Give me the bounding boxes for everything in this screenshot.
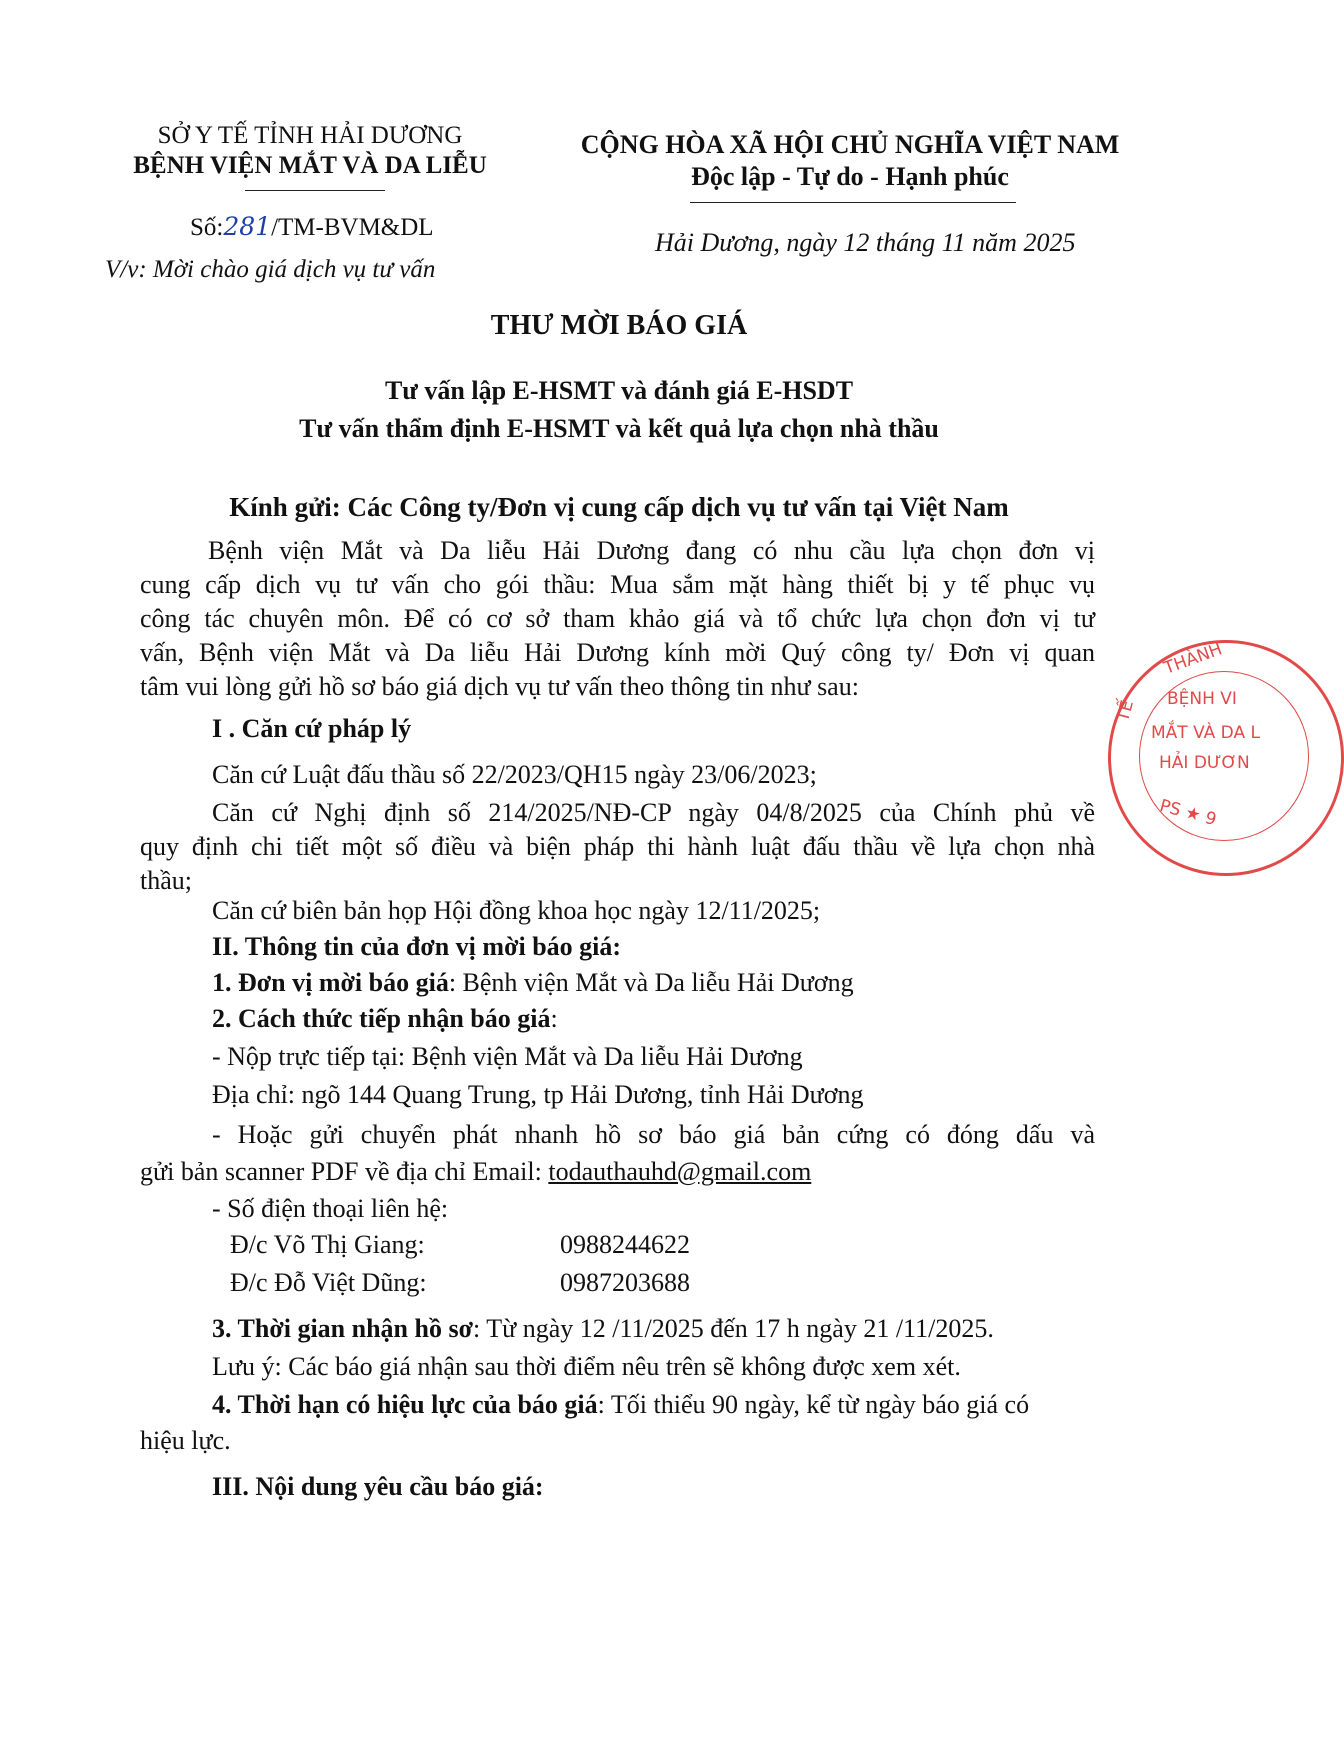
intro-line: công tác chuyên môn. Để có cơ sở tham khảo giá và tổ chức lựa chọn đơn vị tư xyxy=(140,604,1095,633)
item-3-label: 3. Thời gian nhận hồ sơ xyxy=(212,1314,473,1343)
item-2-colon: : xyxy=(550,1004,558,1033)
decree-reference: quy định chi tiết một số điều và biện pháp thi hành luật đấu thầu về lựa chọn nhà xyxy=(140,832,1095,861)
hospital-name: BỆNH VIỆN MẮT VÀ DA LIỄU xyxy=(133,152,487,179)
intro-line: cung cấp dịch vụ tư vấn cho gói thầu: Mua sắm mặt hàng thiết bị y tế phục vụ xyxy=(140,570,1095,599)
motto-underline xyxy=(690,202,1016,203)
national-motto: Độc lập - Tự do - Hạnh phúc xyxy=(691,162,1009,191)
address: Địa chỉ: ngõ 144 Quang Trung, tp Hải Dương, tỉnh Hải Dương xyxy=(212,1080,864,1109)
law-reference: Căn cứ Luật đấu thầu số 22/2023/QH15 ngày 23/06/2023; xyxy=(212,760,817,789)
minutes-reference: Căn cứ biên bản họp Hội đồng khoa học ngày 12/11/2025; xyxy=(212,896,821,925)
stamp-line-1: BỆNH VI xyxy=(1167,689,1237,709)
subject-line: V/v: Mời chào giá dịch vụ tư vấn xyxy=(105,256,436,283)
intro-line: vấn, Bệnh viện Mắt và Da liễu Hải Dương kính mời Quý công ty/ Đơn vị quan xyxy=(140,638,1095,667)
item-2-label: 2. Cách thức tiếp nhận báo giá xyxy=(212,1004,551,1033)
phone-label: - Số điện thoại liên hệ: xyxy=(212,1194,449,1223)
note: Lưu ý: Các báo giá nhận sau thời điểm nêu trên sẽ không được xem xét. xyxy=(212,1352,961,1381)
decree-reference: thầu; xyxy=(140,866,192,895)
section-1-heading: I . Căn cứ pháp lý xyxy=(212,714,412,743)
handwritten-number: 281 xyxy=(223,212,272,241)
email-prefix: gửi bản scanner PDF về địa chỉ Email: xyxy=(140,1157,549,1186)
section-3-heading: III. Nội dung yêu cầu báo giá: xyxy=(212,1472,544,1501)
stamp-line-2: MẮT VÀ DA L xyxy=(1151,723,1260,743)
document-number xyxy=(190,212,460,242)
issue-date: Hải Dương, ngày 12 tháng 11 năm 2025 xyxy=(655,228,1076,257)
decree-reference: Căn cứ Nghị định số 214/2025/NĐ-CP ngày 04/8/2025 của Chính phủ về xyxy=(212,798,1095,827)
stamp-top-text: THÀNH xyxy=(1161,639,1225,679)
validity-period xyxy=(212,1388,1029,1422)
official-stamp xyxy=(1108,640,1344,876)
validity-continuation: hiệu lực. xyxy=(140,1426,231,1455)
contact-name: Đ/c Đỗ Việt Dũng: xyxy=(230,1268,427,1297)
intro-line: Bệnh viện Mắt và Da liễu Hải Dương đang có nhu cầu lựa chọn đơn vị xyxy=(208,536,1095,565)
hospital-underline xyxy=(245,190,385,191)
subtitle-1: Tư vấn lập E-HSMT và đánh giá E-HSDT xyxy=(384,376,854,405)
stamp-line-3: HẢI DƯƠN xyxy=(1159,753,1250,773)
number-suffix: /TM-BVM&DL xyxy=(271,214,434,241)
stamp-bottom-text: PS ★ 9 xyxy=(1157,795,1219,831)
item-1-label: 1. Đơn vị mời báo giá xyxy=(212,968,449,997)
direct-submission: - Nộp trực tiếp tại: Bệnh viện Mắt và Da liễu Hải Dương xyxy=(212,1042,803,1071)
express-delivery: - Hoặc gửi chuyển phát nhanh hồ sơ báo giá bản cứng có đóng dấu và xyxy=(212,1120,1095,1149)
contact-phone: 0988244622 xyxy=(560,1230,690,1259)
recipient: Kính gửi: Các Công ty/Đơn vị cung cấp dịch vụ tư vấn tại Việt Nam xyxy=(229,492,1009,522)
contact-name: Đ/c Võ Thị Giang: xyxy=(230,1230,425,1259)
section-2-heading: II. Thông tin của đơn vị mời báo giá: xyxy=(212,932,622,961)
receipt-method xyxy=(212,1002,558,1036)
subtitle-2: Tư vấn thẩm định E-HSMT và kết quả lựa chọn nhà thầu xyxy=(299,414,939,443)
stamp-left-text: TẾ xyxy=(1113,698,1138,724)
contact-phone: 0987203688 xyxy=(560,1268,690,1297)
nation-name: CỘNG HÒA XÃ HỘI CHỦ NGHĨA VIỆT NAM xyxy=(580,130,1120,159)
item-3-value: : Từ ngày 12 /11/2025 đến 17 h ngày 21 /11/2025. xyxy=(473,1314,994,1343)
item-4-value: : Tối thiểu 90 ngày, kể từ ngày báo giá có xyxy=(597,1390,1030,1419)
item-1-value: : Bệnh viện Mắt và Da liễu Hải Dương xyxy=(448,968,854,997)
document-title: THƯ MỜI BÁO GIÁ xyxy=(490,310,748,341)
email-line xyxy=(140,1155,811,1189)
inviting-unit xyxy=(212,966,854,1000)
email-link[interactable]: todauthauhd@gmail.com xyxy=(548,1157,812,1186)
submission-period xyxy=(212,1312,994,1346)
department-name: SỞ Y TẾ TỈNH HẢI DƯƠNG xyxy=(157,122,463,149)
number-prefix: Số: xyxy=(190,214,224,241)
intro-line: tâm vui lòng gửi hồ sơ báo giá dịch vụ tư vấn theo thông tin như sau: xyxy=(140,672,859,701)
item-4-label: 4. Thời hạn có hiệu lực của báo giá xyxy=(212,1390,598,1419)
